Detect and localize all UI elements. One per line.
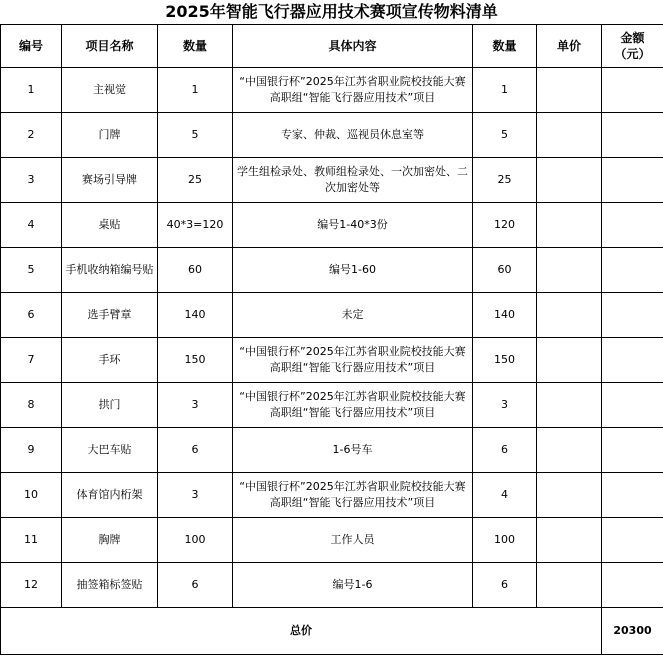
total-amount: 20300 (602, 608, 663, 655)
cell-qty1: 3 (158, 473, 233, 518)
cell-qty1: 5 (158, 113, 233, 158)
cell-price (537, 473, 602, 518)
table-row (1, 68, 663, 113)
cell-content: “中国银行杯”2025年江苏省职业院校技能大赛高职组“智能飞行器应用技术”项目 (233, 383, 473, 428)
total-row (1, 608, 663, 655)
table-row (1, 518, 663, 563)
cell-price (537, 158, 602, 203)
cell-amount (602, 203, 663, 248)
cell-price (537, 113, 602, 158)
table-body (1, 68, 663, 608)
cell-qty2: 120 (473, 203, 537, 248)
cell-qty2: 6 (473, 563, 537, 608)
cell-name: 主视觉 (62, 68, 158, 113)
cell-no: 7 (1, 338, 62, 383)
cell-no: 10 (1, 473, 62, 518)
col-header-amount-line1: 金额 (620, 31, 645, 45)
cell-name: 手机收纳箱编号贴 (62, 248, 158, 293)
cell-amount (602, 158, 663, 203)
cell-qty2: 60 (473, 248, 537, 293)
cell-qty1: 60 (158, 248, 233, 293)
cell-content: 未定 (233, 293, 473, 338)
table-row (1, 203, 663, 248)
cell-qty1: 6 (158, 428, 233, 473)
col-header-content: 具体内容 (233, 25, 473, 68)
col-header-name: 项目名称 (62, 25, 158, 68)
cell-price (537, 518, 602, 563)
cell-qty1: 25 (158, 158, 233, 203)
cell-no: 4 (1, 203, 62, 248)
cell-price (537, 203, 602, 248)
cell-amount (602, 248, 663, 293)
header-row (1, 25, 663, 68)
col-header-amount-line2: （元） (614, 47, 651, 61)
cell-qty1: 6 (158, 563, 233, 608)
cell-qty2: 140 (473, 293, 537, 338)
cell-qty2: 6 (473, 428, 537, 473)
cell-price (537, 383, 602, 428)
cell-name: 手环 (62, 338, 158, 383)
table-row (1, 428, 663, 473)
cell-content: 学生组检录处、教师组检录处、一次加密处、二次加密处等 (233, 158, 473, 203)
table-row (1, 248, 663, 293)
cell-qty1: 1 (158, 68, 233, 113)
table-row (1, 383, 663, 428)
cell-no: 1 (1, 68, 62, 113)
col-header-qty2: 数量 (473, 25, 537, 68)
cell-amount (602, 113, 663, 158)
cell-name: 胸牌 (62, 518, 158, 563)
cell-no: 5 (1, 248, 62, 293)
cell-content: 编号1-60 (233, 248, 473, 293)
cell-price (537, 428, 602, 473)
cell-no: 8 (1, 383, 62, 428)
cell-no: 3 (1, 158, 62, 203)
cell-no: 12 (1, 563, 62, 608)
cell-qty2: 5 (473, 113, 537, 158)
cell-amount (602, 518, 663, 563)
col-header-price: 单价 (537, 25, 602, 68)
cell-qty1: 3 (158, 383, 233, 428)
cell-amount (602, 563, 663, 608)
cell-price (537, 248, 602, 293)
material-table (0, 24, 663, 655)
cell-qty2: 4 (473, 473, 537, 518)
cell-no: 11 (1, 518, 62, 563)
cell-amount (602, 383, 663, 428)
col-header-qty1: 数量 (158, 25, 233, 68)
cell-content: 专家、仲裁、巡视员休息室等 (233, 113, 473, 158)
cell-name: 大巴车贴 (62, 428, 158, 473)
cell-content: “中国银行杯”2025年江苏省职业院校技能大赛高职组“智能飞行器应用技术”项目 (233, 473, 473, 518)
cell-price (537, 563, 602, 608)
total-label: 总价 (1, 608, 602, 655)
cell-content: “中国银行杯”2025年江苏省职业院校技能大赛高职组“智能飞行器应用技术”项目 (233, 68, 473, 113)
cell-no: 9 (1, 428, 62, 473)
cell-qty1: 100 (158, 518, 233, 563)
cell-qty2: 3 (473, 383, 537, 428)
cell-price (537, 293, 602, 338)
cell-qty2: 1 (473, 68, 537, 113)
cell-content: 编号1-6 (233, 563, 473, 608)
table-row (1, 338, 663, 383)
cell-name: 桌贴 (62, 203, 158, 248)
cell-amount (602, 338, 663, 383)
cell-name: 选手臂章 (62, 293, 158, 338)
cell-name: 门牌 (62, 113, 158, 158)
table-row (1, 113, 663, 158)
cell-amount (602, 428, 663, 473)
cell-qty1: 40*3=120 (158, 203, 233, 248)
cell-amount (602, 473, 663, 518)
col-header-no: 编号 (1, 25, 62, 68)
cell-qty1: 150 (158, 338, 233, 383)
table-row (1, 563, 663, 608)
cell-content: 编号1-40*3份 (233, 203, 473, 248)
cell-content: 1-6号车 (233, 428, 473, 473)
sheet-title: 2025年智能飞行器应用技术赛项宣传物料清单 (165, 2, 498, 21)
cell-name: 抽签箱标签贴 (62, 563, 158, 608)
cell-price (537, 68, 602, 113)
cell-name: 赛场引导牌 (62, 158, 158, 203)
cell-qty2: 100 (473, 518, 537, 563)
table-row (1, 293, 663, 338)
col-header-amount (602, 25, 663, 68)
cell-content: 工作人员 (233, 518, 473, 563)
cell-no: 2 (1, 113, 62, 158)
cell-name: 体育馆内桁架 (62, 473, 158, 518)
table-row (1, 158, 663, 203)
cell-content: “中国银行杯”2025年江苏省职业院校技能大赛高职组“智能飞行器应用技术”项目 (233, 338, 473, 383)
cell-qty2: 25 (473, 158, 537, 203)
cell-name: 拱门 (62, 383, 158, 428)
cell-amount (602, 68, 663, 113)
cell-amount (602, 293, 663, 338)
cell-qty1: 140 (158, 293, 233, 338)
cell-price (537, 338, 602, 383)
cell-no: 6 (1, 293, 62, 338)
cell-qty2: 150 (473, 338, 537, 383)
table-row (1, 473, 663, 518)
